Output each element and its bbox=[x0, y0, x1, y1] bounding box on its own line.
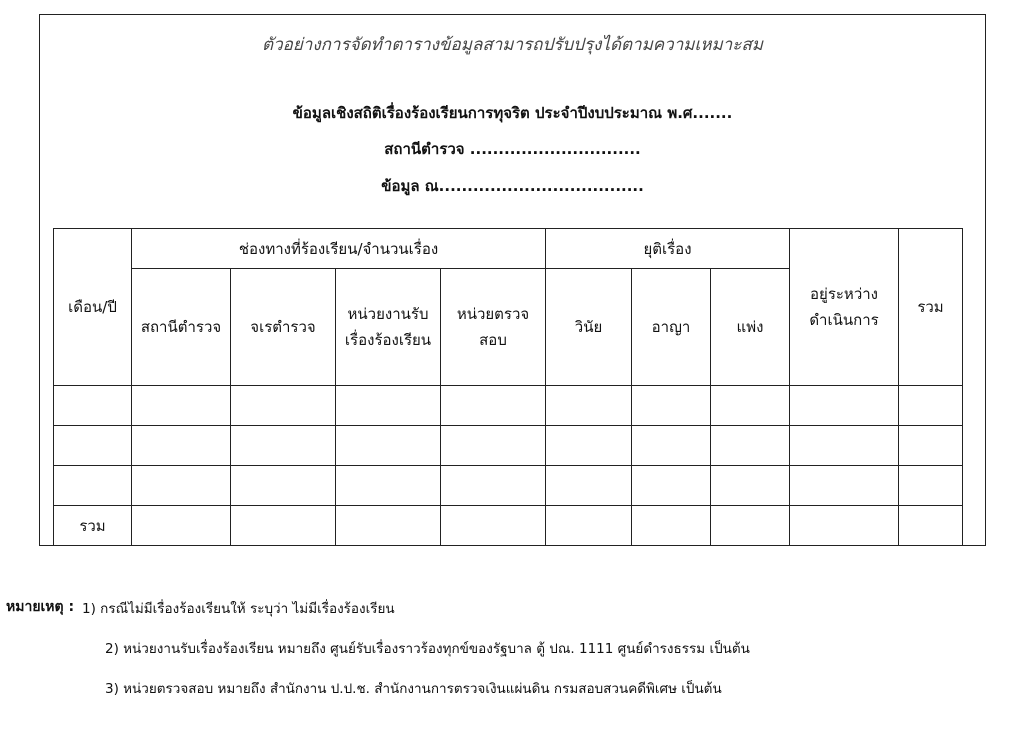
table-row bbox=[54, 426, 963, 466]
note-item: 2) หน่วยงานรับเรื่องร้องเรียน หมายถึง ศูนย์รับเรื่องราวร้องทุกข์ของรัฐบาล ตู้ ปณ. 1111 ศูนย์ดำรงธรรม เป็นต้น bbox=[105, 641, 750, 657]
subheader-audit-unit: หน่วยตรวจสอบ bbox=[441, 269, 546, 386]
subheader-discipline: วินัย bbox=[546, 269, 632, 386]
subheader-complaint-unit: หน่วยงานรับเรื่องร้องเรียน bbox=[336, 269, 441, 386]
header-total: รวม bbox=[899, 229, 963, 386]
table-row bbox=[54, 386, 963, 426]
subheader-police-station: สถานีตำรวจ bbox=[132, 269, 231, 386]
header-channels: ช่องทางที่ร้องเรียน/จำนวนเรื่อง bbox=[132, 229, 546, 269]
station-line: สถานีตำรวจ .............................. bbox=[384, 140, 641, 158]
table-total-row bbox=[54, 506, 963, 546]
header-month-year: เดือน/ปี bbox=[54, 229, 132, 386]
subheader-criminal: อาญา bbox=[632, 269, 711, 386]
note-item: 1) กรณีไม่มีเรื่องร้องเรียนให้ ระบุว่า ไม่มีเรื่องร้องเรียน bbox=[82, 601, 395, 617]
template-caption: ตัวอย่างการจัดทำตารางข้อมูลสามารถปรับปรุงได้ตามความเหมาะสม bbox=[262, 35, 763, 55]
header-resolved: ยุติเรื่อง bbox=[546, 229, 790, 269]
notes-label: หมายเหตุ : bbox=[6, 599, 75, 615]
header-in-progress: อยู่ระหว่างดำเนินการ bbox=[790, 229, 899, 386]
report-title: ข้อมูลเชิงสถิติเรื่องร้องเรียนการทุจริต ประจำปีงบประมาณ พ.ศ....... bbox=[292, 104, 733, 122]
subheader-civil: แพ่ง bbox=[711, 269, 790, 386]
document-frame bbox=[39, 14, 986, 546]
date-line: ข้อมูล ณ.................................... bbox=[381, 177, 644, 195]
table-row bbox=[54, 466, 963, 506]
note-item: 3) หน่วยตรวจสอบ หมายถึง สำนักงาน ป.ป.ช. สำนักงานการตรวจเงินแผ่นดิน กรมสอบสวนคดีพิเศษ เป็นต้น bbox=[105, 681, 722, 697]
subheader-police-inspector: จเรตำรวจ bbox=[231, 269, 336, 386]
complaint-stats-table bbox=[53, 228, 963, 546]
total-row-label: รวม bbox=[54, 506, 132, 546]
